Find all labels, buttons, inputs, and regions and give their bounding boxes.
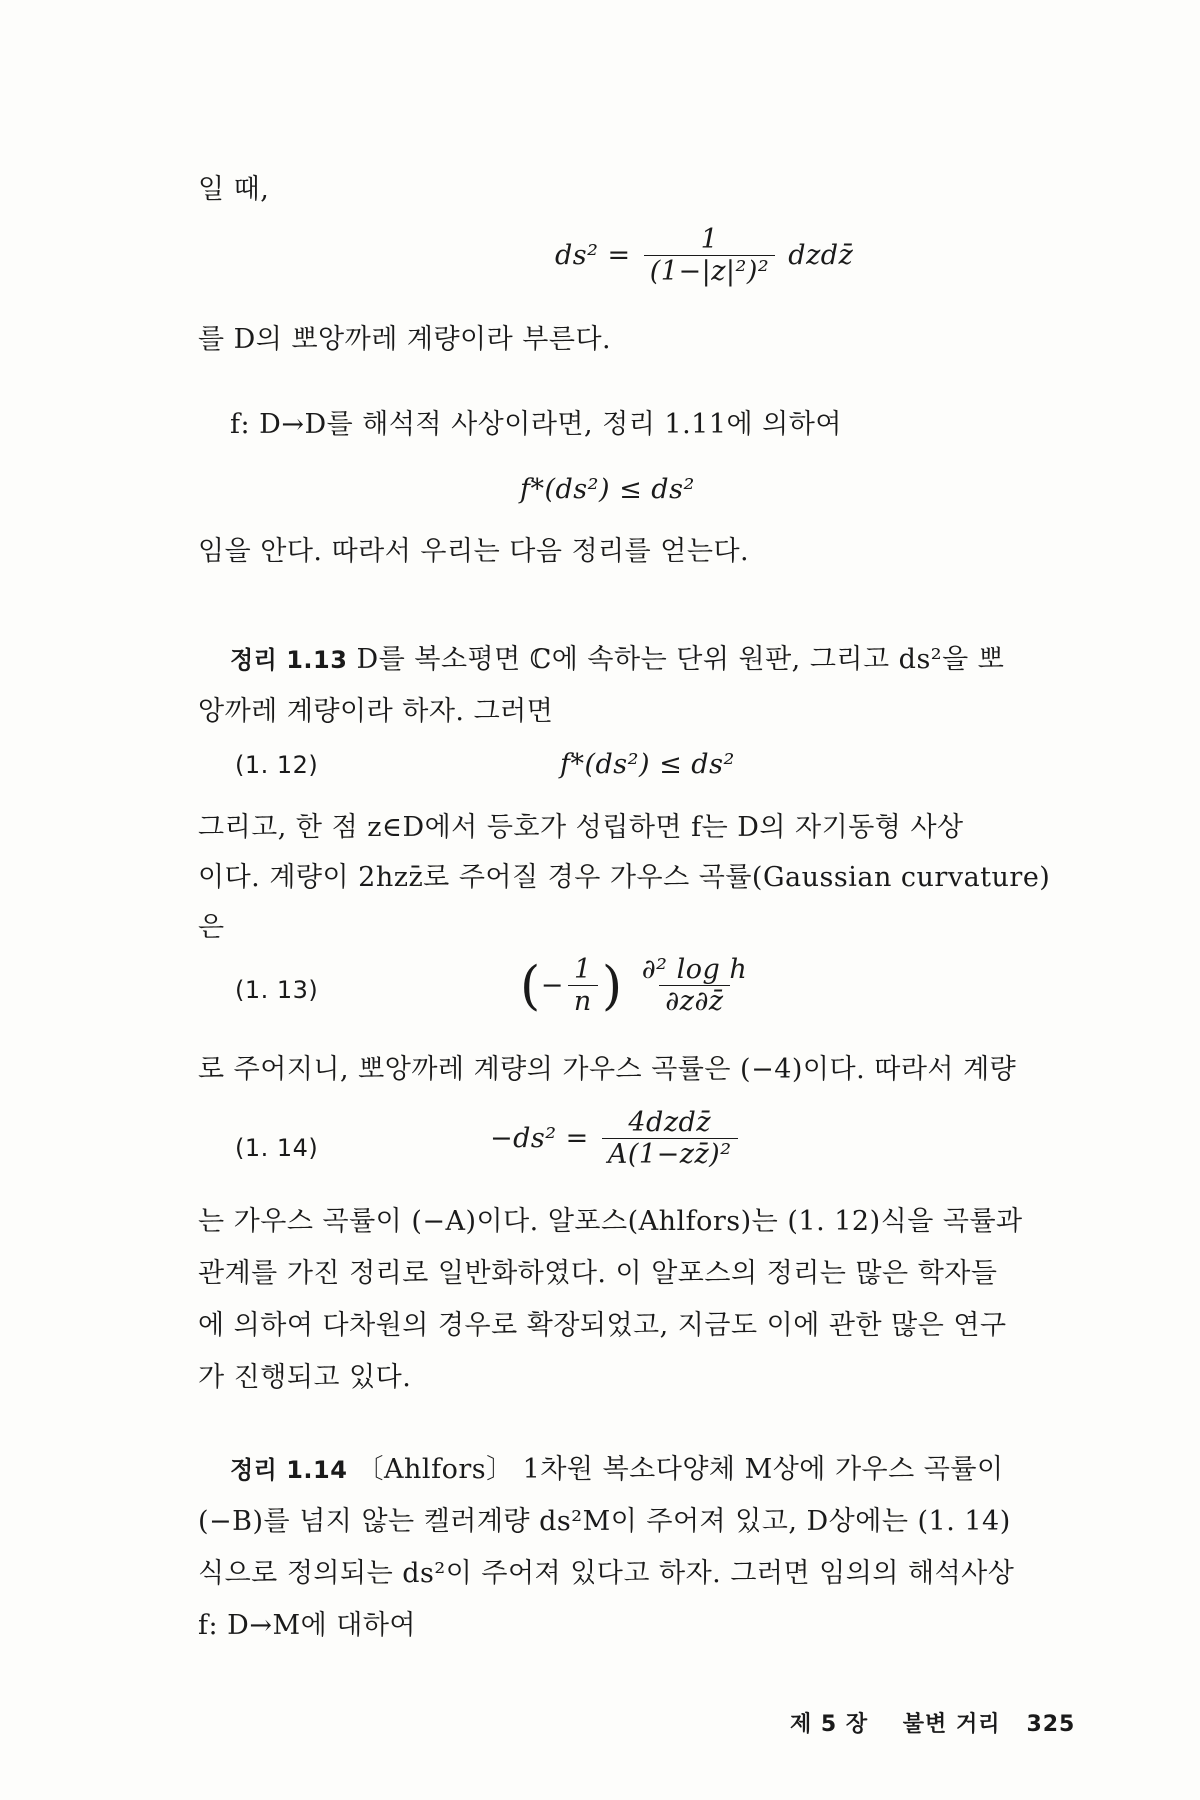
paragraph-text: f: D→D를 해석적 사상이라면, 정리 1.11에 의하여 xyxy=(230,409,842,440)
fraction-denominator: A(1−zz̄)² xyxy=(602,1138,738,1171)
fraction-numerator: 4dzdz̄ xyxy=(628,1107,712,1138)
equation-1-13-expr xyxy=(520,955,757,1018)
chapter-title: 불변 거리 xyxy=(902,1712,1001,1737)
chapter-label: 제 5 장 xyxy=(790,1712,869,1737)
theorem-text: D를 복소평면 ℂ에 속하는 단위 원판, 그리고 ds²을 뽀 xyxy=(356,644,1005,675)
paragraph-text: 를 D의 뽀앙까레 계량이라 부른다. xyxy=(198,324,612,355)
fraction-numerator: 1 xyxy=(574,954,592,985)
equation-inequality: f*(ds²) ≤ ds² xyxy=(520,474,695,505)
open-paren: ( xyxy=(520,956,541,1017)
minus-sign: − xyxy=(540,970,564,1001)
equation-1-14-expr xyxy=(490,1108,742,1171)
theorem-heading: 정리 1.14 xyxy=(230,1456,348,1484)
paragraph-text: 일 때, xyxy=(198,174,270,205)
theorem-1-14-line-2: (−B)를 넘지 않는 켈러계량 ds²M이 주어져 있고, D상에는 (1. 14) xyxy=(198,1506,1011,1537)
equation-fraction xyxy=(602,1108,738,1171)
equation-number: (1. 14) xyxy=(235,1134,319,1162)
paragraph-text: 가 진행되고 있다. xyxy=(198,1362,412,1393)
theorem-1-13-line-1 xyxy=(230,640,1004,680)
equation-poincare-metric xyxy=(555,225,853,288)
theorem-1-13-line-2: 앙까레 계량이라 하자. 그러면 xyxy=(198,696,554,727)
equation-tail: dzdz̄ xyxy=(788,240,854,271)
equation-1-13 xyxy=(235,970,318,1010)
equation-number: (1. 12) xyxy=(235,751,319,779)
equation-number: (1. 13) xyxy=(235,976,319,1004)
paragraph-text: 임을 안다. 따라서 우리는 다음 정리를 얻는다. xyxy=(198,536,750,567)
equation-1-12-expr: f*(ds²) ≤ ds² xyxy=(560,749,735,780)
theorem-1-14-line-3: 식으로 정의되는 ds²이 주어져 있다고 하자. 그러면 임의의 해석사상 xyxy=(198,1558,1015,1589)
theorem-1-14-line-4: f: D→M에 대하여 xyxy=(198,1610,416,1641)
fraction-numerator: ∂² log h xyxy=(641,954,748,985)
paragraph-text: 은 xyxy=(198,912,225,943)
equation-fraction xyxy=(568,955,598,1018)
paragraph-text: 그리고, 한 점 z∈D에서 등호가 성립하면 f는 D의 자기동형 사상 xyxy=(198,812,964,843)
paragraph-text: 이다. 계량이 2hzz̄로 주어질 경우 가우스 곡률(Gaussian curvature) xyxy=(198,862,1051,893)
paragraph-text: 는 가우스 곡률이 (−A)이다. 알포스(Ahlfors)는 (1. 12)식을 곡률과 xyxy=(198,1206,1023,1237)
paragraph-text: 에 의하여 다차원의 경우로 확장되었고, 지금도 이에 관한 많은 연구 xyxy=(198,1310,1007,1341)
theorem-heading: 정리 1.13 xyxy=(230,646,348,674)
fraction-denominator: n xyxy=(568,985,598,1018)
fraction-denominator: ∂z∂z̄ xyxy=(659,985,729,1018)
page-number: 325 xyxy=(1026,1712,1076,1737)
fraction-numerator: 1 xyxy=(700,224,719,255)
fraction-denominator: (1−|z|²)² xyxy=(644,255,775,288)
equation-lhs: −ds² = xyxy=(490,1123,589,1154)
equation-fraction xyxy=(644,225,775,288)
equation-lhs: ds² = xyxy=(555,240,631,271)
equation-1-14 xyxy=(235,1128,318,1168)
theorem-1-14-line-1 xyxy=(230,1450,1004,1490)
equation-fraction xyxy=(636,955,754,1018)
theorem-text: 〔Ahlfors〕 1차원 복소다양체 M상에 가우스 곡률이 xyxy=(356,1454,1004,1485)
running-footer xyxy=(790,1707,1075,1738)
equation-1-12 xyxy=(235,745,318,785)
close-paren: ) xyxy=(601,956,623,1017)
paragraph-text: 로 주어지니, 뽀앙까레 계량의 가우스 곡률은 (−4)이다. 따라서 계량 xyxy=(198,1054,1017,1085)
paragraph-text: 관계를 가진 정리로 일반화하였다. 이 알포스의 정리는 많은 학자들 xyxy=(198,1258,998,1289)
